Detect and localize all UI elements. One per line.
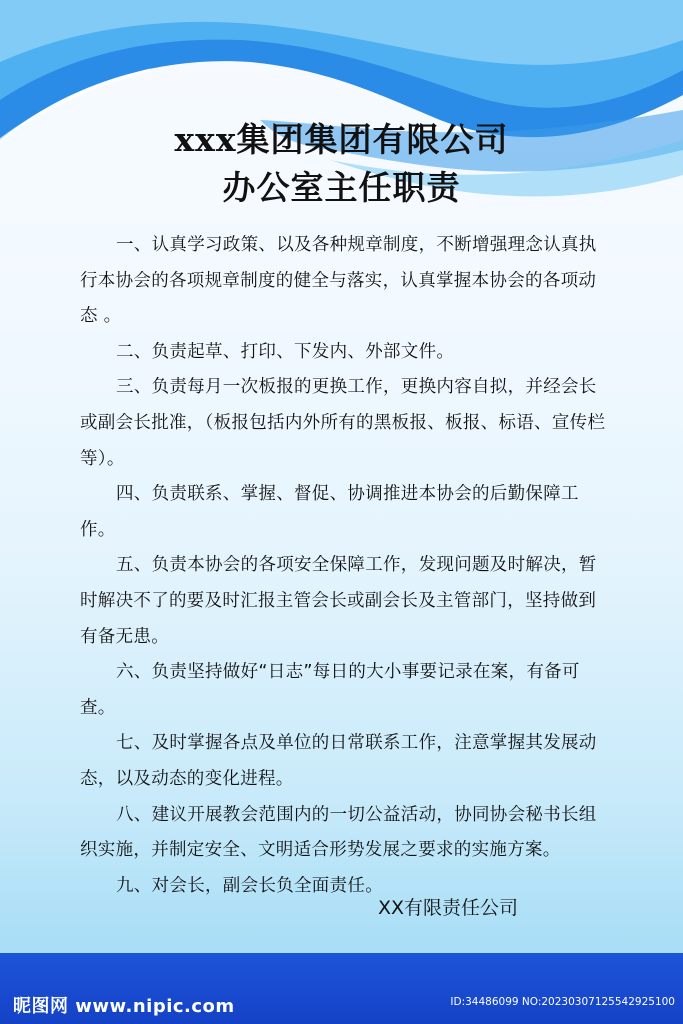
duty-item: 四、负责联系、掌握、督促、协调推进本协会的后勤保障工作。 [80, 484, 579, 540]
duty-item: 七、及时掌握各点及单位的日常联系工作，注意掌握其发展动态，以及动态的变化进程。 [80, 733, 597, 789]
duty-item: 六、负责坚持做好“日志”每日的大小事要记录在案，有备可查。 [80, 662, 580, 718]
document-title: 办公室主任职责 [222, 168, 461, 207]
duties-list [80, 228, 610, 904]
signature-company: XX有限责任公司 [378, 897, 519, 919]
duty-item: 九、对会长，副会长负全面责任。 [116, 875, 383, 896]
duty-item: 五、负责本协会的各项安全保障工作，发现问题及时解决，暂时解决不了的要及时汇报主管会长或副会长及主管部门，坚持做到有备无患。 [80, 555, 597, 647]
duty-item: 八、建议开展教会范围内的一切公益活动，协同协会秘书长组织实施，并制定安全、文明适合形势发展之要求的实施方案。 [80, 804, 597, 861]
duty-item: 三、负责每月一次板报的更换工作，更换内容自拟，并经会长或副会长批准，（板报包括内外所有的黑板报、板报、标语、宣传栏等）。 [80, 377, 606, 469]
watermark-id: ID:34486099 NO:20230307125542925100 [450, 996, 675, 1008]
duty-item: 一、认真学习政策、以及各种规章制度，不断增强理念认真执行本协会的各项规章制度的健全与落实，认真掌握本协会的各项动态 。 [80, 235, 597, 327]
watermark-logo: 昵图网 www.nipic.com [13, 996, 235, 1017]
company-title: xxx集团集团有限公司 [174, 120, 509, 159]
duty-item: 二、负责起草、打印、下发内、外部文件。 [116, 341, 455, 362]
